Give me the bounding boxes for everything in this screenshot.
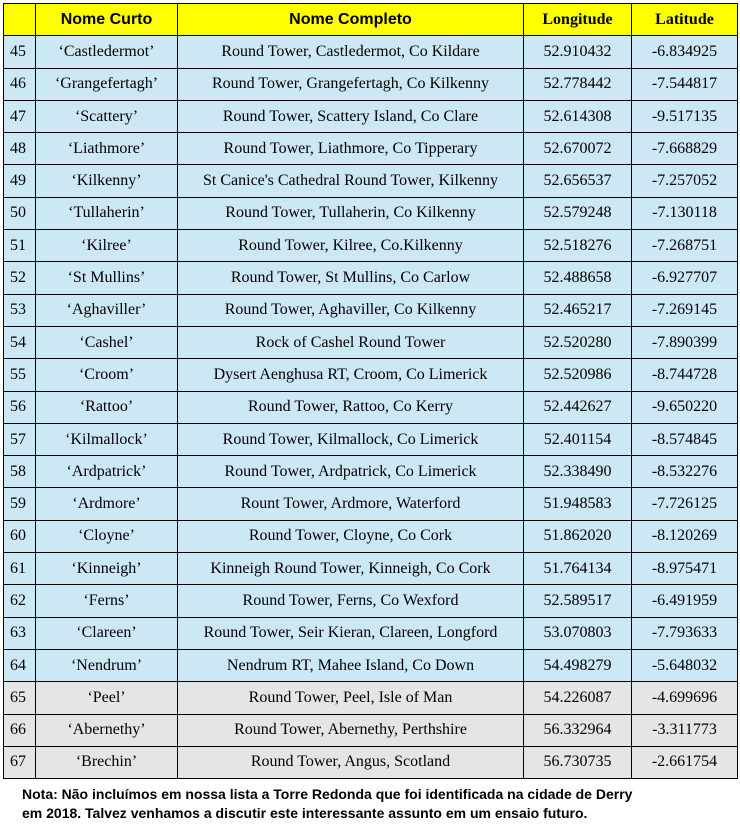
cell-number: 48 <box>4 133 36 165</box>
cell-number: 45 <box>4 36 36 68</box>
cell-longitude: 52.488658 <box>524 262 632 294</box>
cell-short-name: ‘Clareen’ <box>36 617 178 649</box>
table-row <box>4 714 738 746</box>
table-row <box>4 746 738 778</box>
cell-full-name: Rount Tower, Ardmore, Waterford <box>178 488 524 520</box>
cell-full-name: Round Tower, Aghaviller, Co Kilkenny <box>178 294 524 326</box>
table-row <box>4 165 738 197</box>
cell-longitude: 52.465217 <box>524 294 632 326</box>
cell-short-name: ‘Nendrum’ <box>36 649 178 681</box>
cell-short-name: ‘Tullaherin’ <box>36 197 178 229</box>
cell-full-name: Nendrum RT, Mahee Island, Co Down <box>178 649 524 681</box>
cell-longitude: 52.670072 <box>524 133 632 165</box>
header-full-name: Nome Completo <box>178 4 524 36</box>
cell-latitude: -8.975471 <box>632 553 738 585</box>
table-row <box>4 100 738 132</box>
cell-number: 65 <box>4 682 36 714</box>
table-row <box>4 617 738 649</box>
table-row <box>4 262 738 294</box>
cell-short-name: ‘Kilkenny’ <box>36 165 178 197</box>
cell-longitude: 51.764134 <box>524 553 632 585</box>
cell-number: 61 <box>4 553 36 585</box>
cell-number: 57 <box>4 423 36 455</box>
cell-full-name: Round Tower, Abernethy, Perthshire <box>178 714 524 746</box>
cell-full-name: Round Tower, Seir Kieran, Clareen, Longford <box>178 617 524 649</box>
cell-full-name: Dysert Aenghusa RT, Croom, Co Limerick <box>178 359 524 391</box>
table-row <box>4 456 738 488</box>
cell-short-name: ‘Grangefertagh’ <box>36 68 178 100</box>
cell-short-name: ‘Liathmore’ <box>36 133 178 165</box>
cell-latitude: -7.726125 <box>632 488 738 520</box>
cell-short-name: ‘St Mullins’ <box>36 262 178 294</box>
table-row <box>4 230 738 262</box>
table-row <box>4 682 738 714</box>
cell-longitude: 51.862020 <box>524 520 632 552</box>
cell-latitude: -5.648032 <box>632 649 738 681</box>
cell-number: 49 <box>4 165 36 197</box>
cell-full-name: Round Tower, Kilree, Co.Kilkenny <box>178 230 524 262</box>
header-latitude: Latitude <box>632 4 738 36</box>
cell-longitude: 52.910432 <box>524 36 632 68</box>
table-row <box>4 36 738 68</box>
cell-full-name: Round Tower, Tullaherin, Co Kilkenny <box>178 197 524 229</box>
cell-short-name: ‘Aghaviller’ <box>36 294 178 326</box>
table-row <box>4 553 738 585</box>
cell-longitude: 54.226087 <box>524 682 632 714</box>
cell-short-name: ‘Abernethy’ <box>36 714 178 746</box>
cell-short-name: ‘Cloyne’ <box>36 520 178 552</box>
cell-latitude: -6.491959 <box>632 585 738 617</box>
cell-latitude: -8.744728 <box>632 359 738 391</box>
cell-number: 55 <box>4 359 36 391</box>
cell-full-name: St Canice's Cathedral Round Tower, Kilkenny <box>178 165 524 197</box>
cell-full-name: Round Tower, St Mullins, Co Carlow <box>178 262 524 294</box>
table-row <box>4 423 738 455</box>
footnote-line-2: em 2018. Talvez venhamos a discutir este interessante assunto em um ensaio futuro. <box>22 805 588 821</box>
cell-full-name: Round Tower, Kilmallock, Co Limerick <box>178 423 524 455</box>
table-row <box>4 197 738 229</box>
cell-longitude: 52.614308 <box>524 100 632 132</box>
table-row <box>4 326 738 358</box>
table-row <box>4 520 738 552</box>
cell-short-name: ‘Brechin’ <box>36 746 178 778</box>
header-longitude: Longitude <box>524 4 632 36</box>
table-row <box>4 488 738 520</box>
cell-longitude: 54.498279 <box>524 649 632 681</box>
cell-short-name: ‘Ferns’ <box>36 585 178 617</box>
cell-short-name: ‘Kilmallock’ <box>36 423 178 455</box>
header-number <box>4 4 36 36</box>
cell-latitude: -8.532276 <box>632 456 738 488</box>
cell-short-name: ‘Kilree’ <box>36 230 178 262</box>
cell-short-name: ‘Scattery’ <box>36 100 178 132</box>
cell-longitude: 52.401154 <box>524 423 632 455</box>
cell-number: 64 <box>4 649 36 681</box>
cell-full-name: Round Tower, Grangefertagh, Co Kilkenny <box>178 68 524 100</box>
cell-number: 67 <box>4 746 36 778</box>
table-row <box>4 294 738 326</box>
table-body <box>4 36 738 779</box>
table-row <box>4 68 738 100</box>
cell-latitude: -3.311773 <box>632 714 738 746</box>
cell-number: 52 <box>4 262 36 294</box>
cell-longitude: 56.730735 <box>524 746 632 778</box>
cell-number: 47 <box>4 100 36 132</box>
cell-short-name: ‘Cashel’ <box>36 326 178 358</box>
cell-number: 63 <box>4 617 36 649</box>
cell-latitude: -8.120269 <box>632 520 738 552</box>
cell-latitude: -6.927707 <box>632 262 738 294</box>
cell-full-name: Round Tower, Rattoo, Co Kerry <box>178 391 524 423</box>
cell-longitude: 52.778442 <box>524 68 632 100</box>
cell-latitude: -7.890399 <box>632 326 738 358</box>
cell-latitude: -9.650220 <box>632 391 738 423</box>
table-row <box>4 585 738 617</box>
cell-number: 51 <box>4 230 36 262</box>
cell-latitude: -2.661754 <box>632 746 738 778</box>
table-row <box>4 133 738 165</box>
cell-latitude: -7.257052 <box>632 165 738 197</box>
cell-latitude: -9.517135 <box>632 100 738 132</box>
table-row <box>4 391 738 423</box>
cell-short-name: ‘Croom’ <box>36 359 178 391</box>
cell-short-name: ‘Kinneigh’ <box>36 553 178 585</box>
cell-latitude: -8.574845 <box>632 423 738 455</box>
cell-latitude: -6.834925 <box>632 36 738 68</box>
cell-longitude: 52.338490 <box>524 456 632 488</box>
footnote <box>22 785 722 823</box>
cell-latitude: -7.269145 <box>632 294 738 326</box>
cell-full-name: Kinneigh Round Tower, Kinneigh, Co Cork <box>178 553 524 585</box>
cell-longitude: 52.589517 <box>524 585 632 617</box>
cell-latitude: -7.130118 <box>632 197 738 229</box>
cell-full-name: Round Tower, Liathmore, Co Tipperary <box>178 133 524 165</box>
cell-full-name: Round Tower, Ardpatrick, Co Limerick <box>178 456 524 488</box>
cell-latitude: -7.268751 <box>632 230 738 262</box>
cell-number: 59 <box>4 488 36 520</box>
cell-number: 56 <box>4 391 36 423</box>
cell-latitude: -7.544817 <box>632 68 738 100</box>
cell-full-name: Round Tower, Cloyne, Co Cork <box>178 520 524 552</box>
cell-latitude: -7.668829 <box>632 133 738 165</box>
cell-number: 62 <box>4 585 36 617</box>
cell-full-name: Round Tower, Peel, Isle of Man <box>178 682 524 714</box>
header-short-name: Nome Curto <box>36 4 178 36</box>
cell-full-name: Rock of Cashel Round Tower <box>178 326 524 358</box>
table-row <box>4 649 738 681</box>
cell-latitude: -7.793633 <box>632 617 738 649</box>
footnote-line-1: Nota: Não incluímos em nossa lista a Torre Redonda que foi identificada na cidade de Derry <box>22 786 633 802</box>
cell-number: 54 <box>4 326 36 358</box>
table-row <box>4 359 738 391</box>
round-towers-table <box>3 3 738 779</box>
cell-longitude: 52.442627 <box>524 391 632 423</box>
cell-number: 60 <box>4 520 36 552</box>
table-header-row <box>4 4 738 36</box>
cell-full-name: Round Tower, Angus, Scotland <box>178 746 524 778</box>
cell-longitude: 53.070803 <box>524 617 632 649</box>
cell-number: 46 <box>4 68 36 100</box>
cell-short-name: ‘Castledermot’ <box>36 36 178 68</box>
cell-number: 50 <box>4 197 36 229</box>
cell-latitude: -4.699696 <box>632 682 738 714</box>
cell-short-name: ‘Rattoo’ <box>36 391 178 423</box>
cell-longitude: 52.518276 <box>524 230 632 262</box>
cell-number: 58 <box>4 456 36 488</box>
cell-number: 53 <box>4 294 36 326</box>
cell-full-name: Round Tower, Castledermot, Co Kildare <box>178 36 524 68</box>
cell-full-name: Round Tower, Ferns, Co Wexford <box>178 585 524 617</box>
cell-longitude: 52.520986 <box>524 359 632 391</box>
cell-short-name: ‘Ardmore’ <box>36 488 178 520</box>
cell-number: 66 <box>4 714 36 746</box>
cell-longitude: 52.656537 <box>524 165 632 197</box>
cell-longitude: 52.520280 <box>524 326 632 358</box>
cell-longitude: 56.332964 <box>524 714 632 746</box>
cell-short-name: ‘Ardpatrick’ <box>36 456 178 488</box>
cell-longitude: 51.948583 <box>524 488 632 520</box>
cell-full-name: Round Tower, Scattery Island, Co Clare <box>178 100 524 132</box>
cell-short-name: ‘Peel’ <box>36 682 178 714</box>
cell-longitude: 52.579248 <box>524 197 632 229</box>
